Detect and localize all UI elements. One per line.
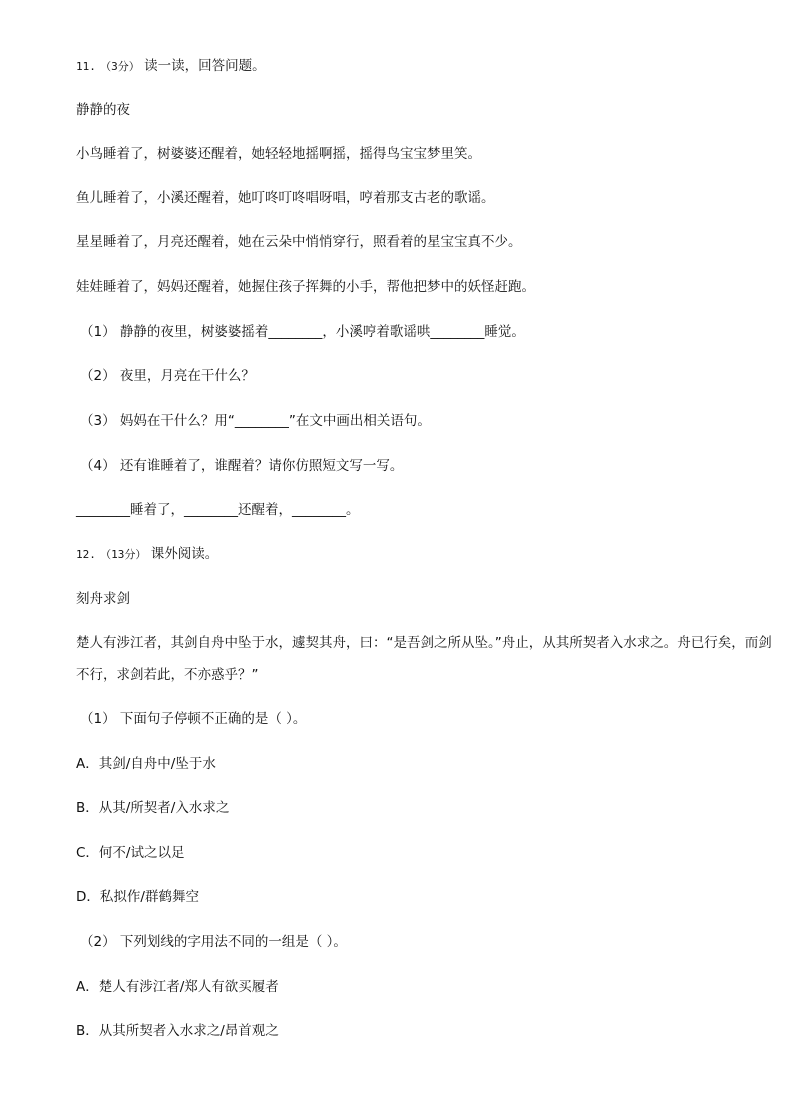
q11-subquestion-1: （1） 静静的夜里，树婆婆摇着________，小溪哼着歌谣哄________睡觉。 — [80, 324, 525, 340]
q11-paragraph-4: 娃娃睡着了，妈妈还醒着，她握住孩子挥舞的小手，帮他把梦中的妖怪赶跑。 — [76, 279, 535, 295]
q11-subquestion-2: （2） 夜里，月亮在干什么？ — [80, 368, 255, 384]
q11-fill-blank-line: ________睡着了，________还醒着，________。 — [76, 502, 360, 518]
q12-score: （13分） — [100, 548, 147, 561]
q11-subquestion-4: （4） 还有谁睡着了，谁醒着？请你仿照短文写一写。 — [80, 458, 404, 474]
q11-paragraph-3: 星星睡着了，月亮还醒着，她在云朵中悄悄穿行，照看着的星宝宝真不少。 — [76, 234, 522, 250]
q12-subquestion-1: （1） 下面句子停顿不正确的是（ ）。 — [80, 711, 307, 727]
q11-paragraph-1: 小鸟睡着了，树婆婆还醒着，她轻轻地摇啊摇，摇得鸟宝宝梦里笑。 — [76, 146, 481, 162]
q12-sub1-option-d: D．私拟作/群鹤舞空 — [76, 889, 199, 905]
q12-sub1-option-c: C．何不/试之以足 — [76, 845, 185, 861]
q12-sub2-option-a: A．楚人有涉江者/郑人有欲买履者 — [76, 979, 279, 995]
q11-score: （3分） — [100, 60, 140, 73]
q11-title: 静静的夜 — [76, 102, 130, 118]
q12-passage: 楚人有涉江者，其剑自舟中坠于水，遽契其舟，曰：“是吾剑之所从坠。”舟止，从其所契者入水求之。舟已行矣，而剑不行，求剑若此，不亦惑乎？” — [76, 635, 772, 683]
q12-number: 12. — [76, 548, 96, 561]
q12-sub2-option-b: B．从其所契者入水求之/昂首观之 — [76, 1023, 279, 1039]
q11-paragraph-2: 鱼儿睡着了，小溪还醒着，她叮咚叮咚唱呀唱，哼着那支古老的歌谣。 — [76, 190, 495, 206]
q12-title: 刻舟求剑 — [76, 591, 130, 607]
q12-sub1-option-b: B．从其/所契者/入水求之 — [76, 800, 230, 816]
q11-instruction: 读一读，回答问题。 — [144, 58, 266, 74]
q12-subquestion-2: （2） 下列划线的字用法不同的一组是（ ）。 — [80, 934, 347, 950]
q11-header — [76, 57, 266, 76]
q11-subquestion-3: （3） 妈妈在干什么？用“________”在文中画出相关语句。 — [80, 413, 431, 429]
q11-number: 11. — [76, 60, 96, 73]
q12-sub1-option-a: A．其剑/自舟中/坠于水 — [76, 756, 216, 772]
q12-header — [76, 545, 218, 564]
q12-instruction: 课外阅读。 — [150, 546, 219, 562]
